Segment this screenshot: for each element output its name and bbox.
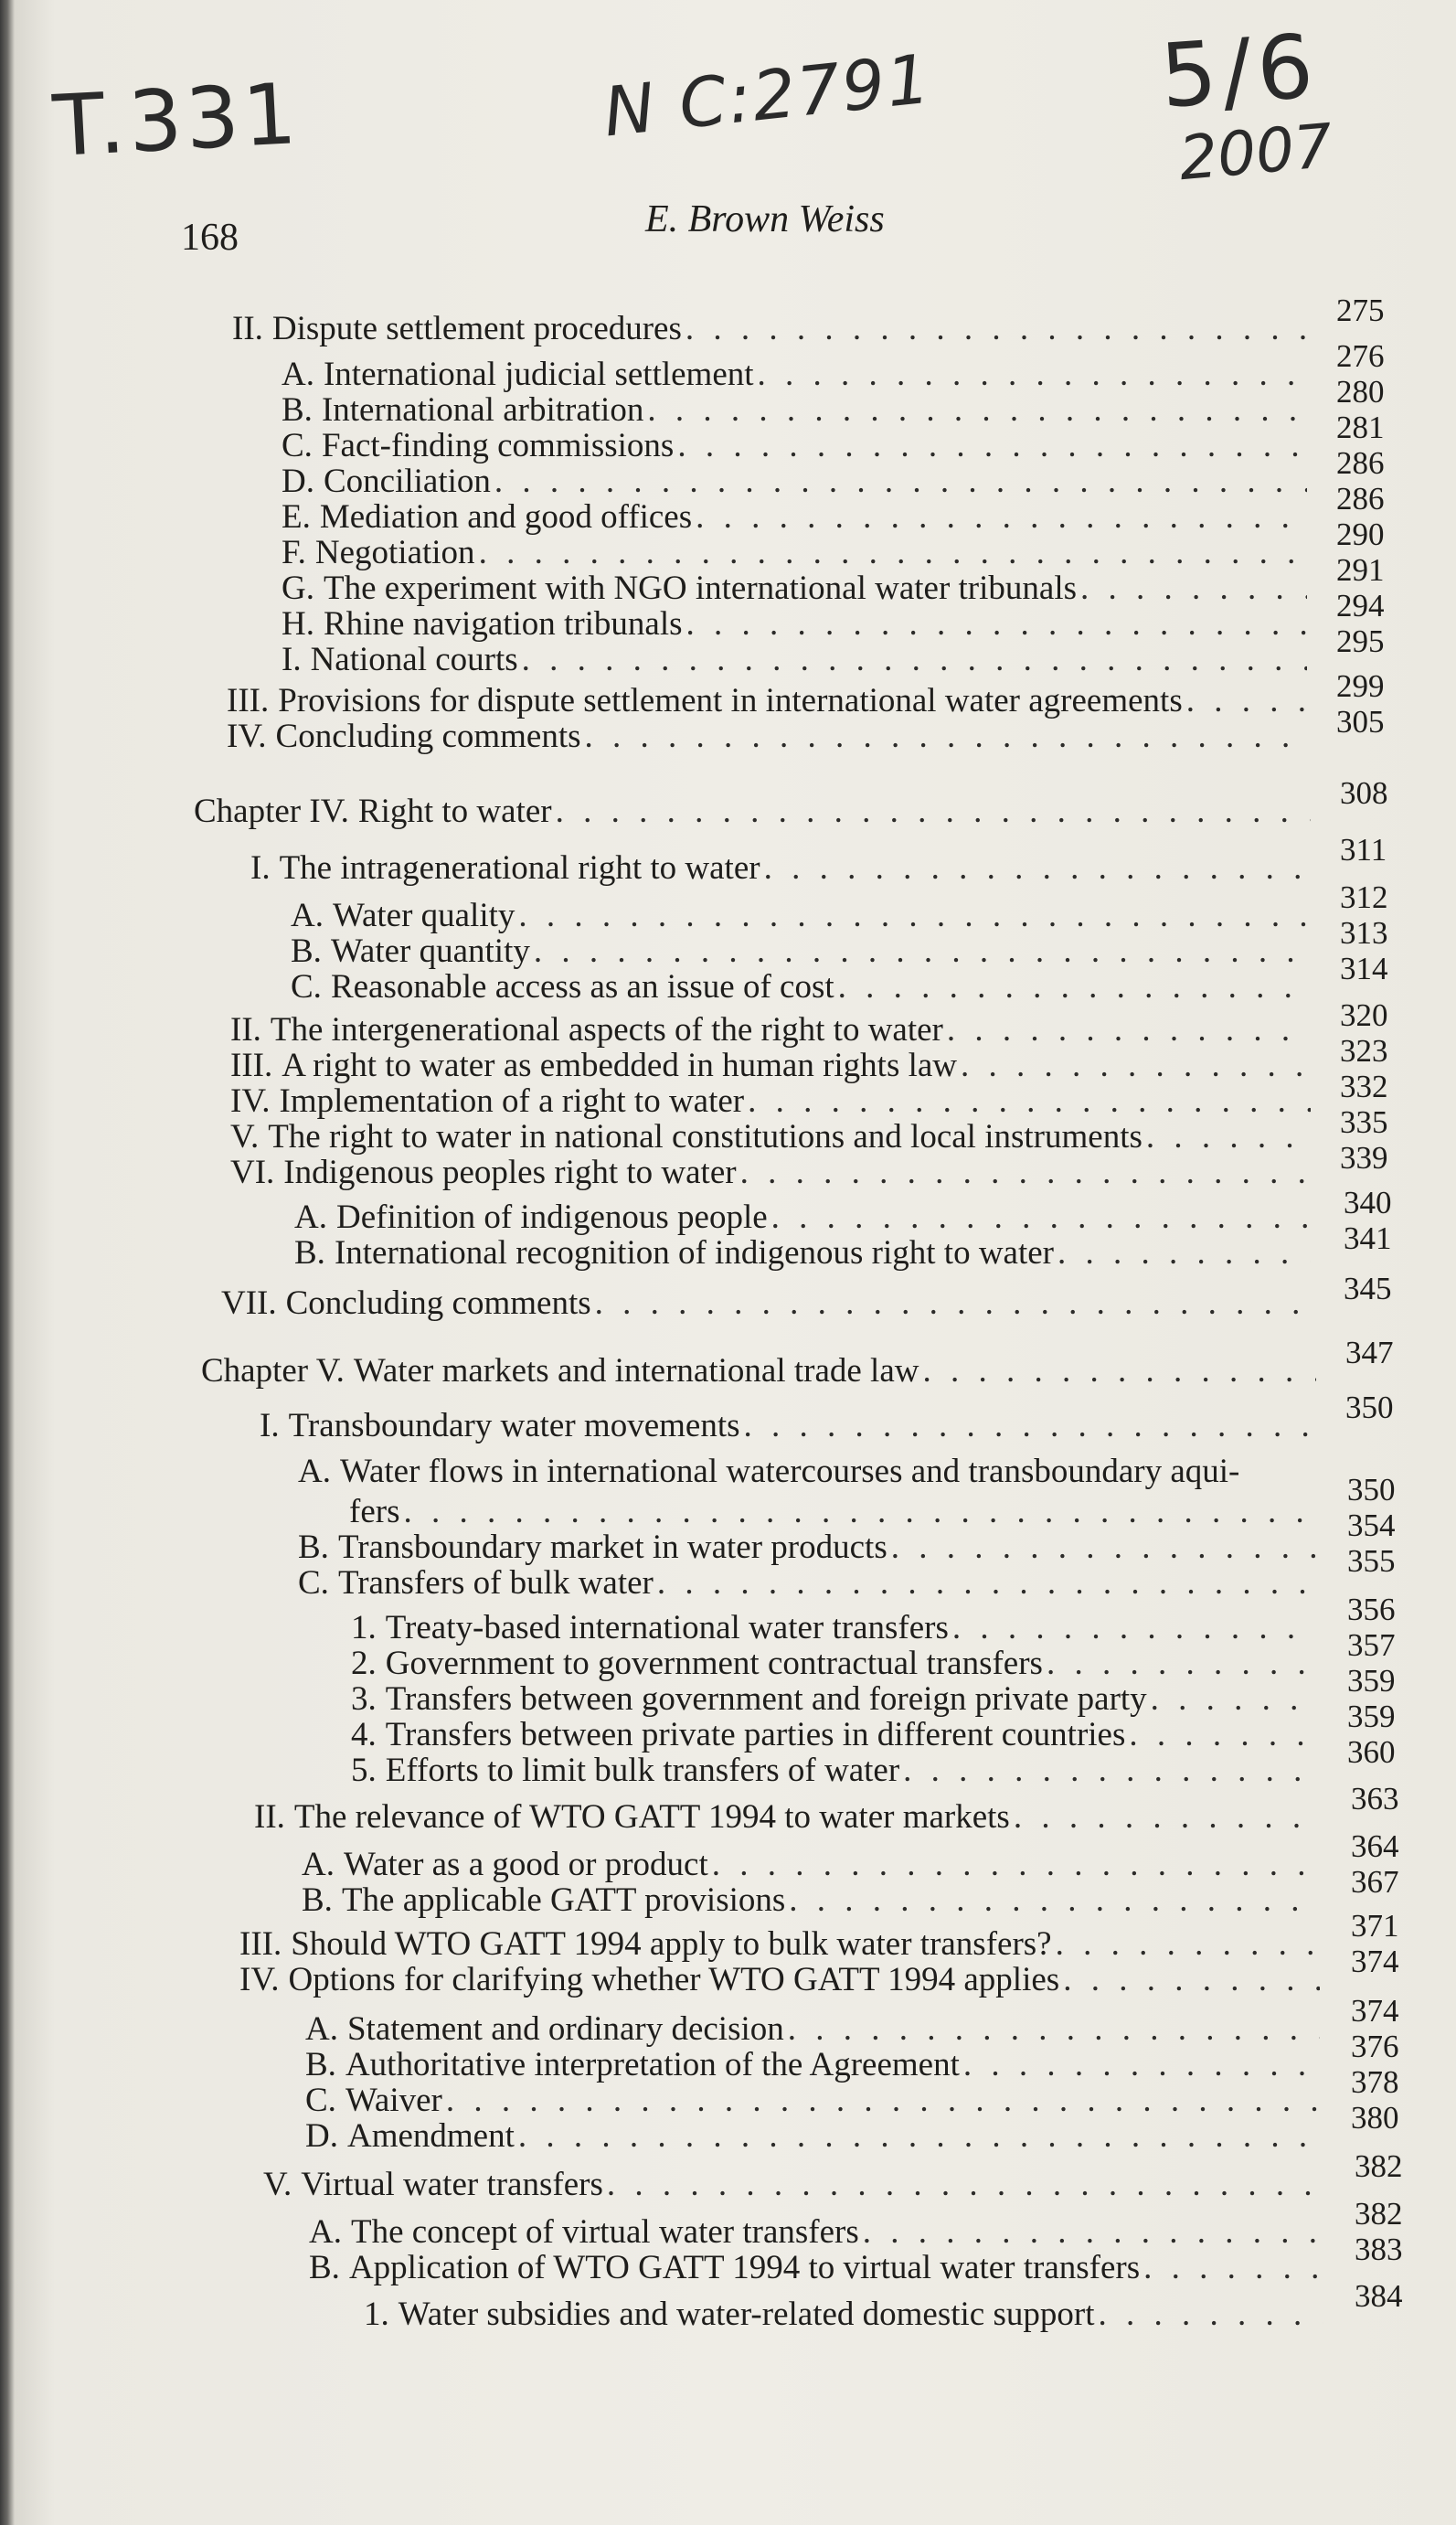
page-ref: 380 xyxy=(1351,2100,1399,2136)
toc-entry: B. International recognition of indigenous right to water . . . xyxy=(294,1233,1323,1273)
page-ref: 281 xyxy=(1336,410,1385,445)
toc-entry: B. The applicable GATT provisions . . . xyxy=(302,1880,1333,1921)
page-ref: 286 xyxy=(1336,481,1385,517)
page-ref: 371 xyxy=(1351,1908,1399,1944)
toc-entry: C. Transfers of bulk water . . . xyxy=(298,1563,1329,1603)
toc-entry: A. Definition of indigenous people . . . xyxy=(294,1198,1323,1238)
toc-entry: III. Should WTO GATT 1994 apply to bulk water transfers? . . . xyxy=(239,1924,1333,1965)
page-ref: 374 xyxy=(1351,1993,1399,2029)
toc-entry: A. International judicial settlement . . . xyxy=(282,355,1320,395)
toc-entry: A. Water quality . . . xyxy=(291,896,1323,936)
page-ref: 332 xyxy=(1340,1069,1388,1104)
toc-entry: 1. Treaty-based international water transfers . . . xyxy=(351,1608,1329,1648)
toc-entry: I. The intragenerational right to water . . . xyxy=(250,848,1323,889)
page-ref: 323 xyxy=(1340,1033,1388,1069)
toc-entry: V. The right to water in national constitutions and local instruments . . . xyxy=(230,1117,1323,1157)
page-ref: 383 xyxy=(1355,2232,1403,2267)
page-ref: 275 xyxy=(1336,293,1385,328)
toc-entry: B. Application of WTO GATT 1994 to virtual water transfers . . . xyxy=(309,2248,1336,2288)
page-ref: 384 xyxy=(1355,2278,1403,2314)
toc-entry: C. Reasonable access as an issue of cost . . . xyxy=(291,967,1323,1007)
page-ref: 355 xyxy=(1347,1543,1396,1579)
page-ref: 350 xyxy=(1345,1390,1394,1425)
page-ref: 335 xyxy=(1340,1104,1388,1140)
page-ref: 378 xyxy=(1351,2064,1399,2100)
handwritten-accession-number: N C:2791 xyxy=(600,39,936,153)
page-ref: 354 xyxy=(1347,1508,1396,1543)
page-ref: 341 xyxy=(1344,1220,1392,1256)
page-ref: 280 xyxy=(1336,374,1385,410)
toc-entry: II. The intergenerational aspects of the right to water . . . xyxy=(230,1010,1323,1050)
page-ref: 299 xyxy=(1336,668,1385,704)
toc-entry: H. Rhine navigation tribunals . . . xyxy=(282,604,1320,645)
toc-entry: II. Dispute settlement procedures . . . xyxy=(232,309,1320,349)
page-ref: 382 xyxy=(1355,2148,1403,2184)
page-ref: 291 xyxy=(1336,552,1385,588)
toc-entry: 2. Government to government contractual transfers . . . xyxy=(351,1644,1329,1684)
page-ref: 347 xyxy=(1345,1335,1394,1370)
page-ref: 357 xyxy=(1347,1627,1396,1663)
page-ref: 359 xyxy=(1347,1699,1396,1734)
toc-entry: D. Conciliation . . . xyxy=(282,462,1320,502)
page-ref: 339 xyxy=(1340,1140,1388,1176)
toc-entry: IV. Concluding comments . . . xyxy=(227,717,1320,757)
page-ref: 320 xyxy=(1340,997,1388,1033)
toc-entry: I. Transboundary water movements . . . xyxy=(260,1406,1329,1446)
toc-entry: 1. Water subsidies and water-related domestic support . . . xyxy=(364,2295,1336,2335)
page-ref: 376 xyxy=(1351,2029,1399,2064)
toc-entry: E. Mediation and good offices . . . xyxy=(282,497,1320,538)
toc-entry: III. A right to water as embedded in human rights law . . . xyxy=(230,1046,1323,1086)
page-ref: 364 xyxy=(1351,1828,1399,1864)
page-ref: 311 xyxy=(1340,832,1387,868)
toc-entry: B. Authoritative interpretation of the Agreement . . . xyxy=(305,2045,1333,2085)
page-ref: 360 xyxy=(1347,1734,1396,1770)
toc-entry: C. Waiver . . . xyxy=(305,2081,1333,2121)
page-ref: 382 xyxy=(1355,2196,1403,2232)
page-ref: 350 xyxy=(1347,1472,1396,1508)
page-ref: 363 xyxy=(1351,1781,1399,1817)
toc-entry-continuation: fers . . . xyxy=(349,1492,1329,1532)
toc-entry: D. Amendment . . . xyxy=(305,2116,1333,2157)
toc-chapter: Chapter V. Water markets and international trade law . . . xyxy=(201,1351,1329,1391)
page-number: 168 xyxy=(181,217,239,259)
page-ref: 356 xyxy=(1347,1592,1396,1627)
toc-entry: B. Water quantity . . . xyxy=(291,932,1323,972)
page-ref: 294 xyxy=(1336,588,1385,623)
toc-chapter: Chapter IV. Right to water . . . xyxy=(194,792,1323,832)
page-ref: 308 xyxy=(1340,775,1388,811)
page-ref: 286 xyxy=(1336,445,1385,481)
toc-entry: IV. Implementation of a right to water . . . xyxy=(230,1081,1323,1122)
toc-entry: A. The concept of virtual water transfers . . . xyxy=(309,2212,1336,2253)
toc-entry: VI. Indigenous peoples right to water . . . xyxy=(230,1153,1323,1193)
toc-entry: A. Water as a good or product . . . xyxy=(302,1845,1333,1885)
page-ref: 313 xyxy=(1340,915,1388,951)
page-ref: 290 xyxy=(1336,517,1385,552)
page-ref: 314 xyxy=(1340,951,1388,986)
toc-entry: II. The relevance of WTO GATT 1994 to water markets . . . xyxy=(254,1797,1333,1838)
page-ref: 312 xyxy=(1340,879,1388,915)
toc-entry: I. National courts . . . xyxy=(282,640,1320,680)
running-title: E. Brown Weiss xyxy=(645,198,885,240)
toc-entry: III. Provisions for dispute settlement in international water agreements . . . xyxy=(227,681,1320,721)
toc-entry: IV. Options for clarifying whether WTO GATT 1994 applies . . . xyxy=(239,1960,1333,2000)
page-ref: 374 xyxy=(1351,1944,1399,1979)
page-ref: 305 xyxy=(1336,704,1385,740)
toc-entry: F. Negotiation . . . xyxy=(282,533,1320,573)
handwritten-shelf-mark: 5/6 xyxy=(1157,15,1323,128)
toc-entry: 3. Transfers between government and foreign private party . . . xyxy=(351,1679,1329,1720)
toc-entry: A. Statement and ordinary decision . . . xyxy=(305,2009,1333,2050)
handwritten-catalog-number: T.331 xyxy=(50,65,303,176)
page-ref: 345 xyxy=(1344,1271,1392,1306)
toc-entry: A. Water flows in international watercourses and transboundary aqui- xyxy=(298,1453,1240,1490)
toc-entry: B. International arbitration . . . xyxy=(282,390,1320,431)
toc-entry: C. Fact-finding commissions . . . xyxy=(282,426,1320,466)
toc-entry: VII. Concluding comments . . . xyxy=(221,1284,1323,1324)
toc-entry: 5. Efforts to limit bulk transfers of water . . . xyxy=(351,1751,1329,1791)
handwritten-year: 2007 xyxy=(1175,110,1336,195)
toc-entry: B. Transboundary market in water products . . . xyxy=(298,1528,1329,1568)
page-ref: 359 xyxy=(1347,1663,1396,1699)
page-ref: 340 xyxy=(1344,1185,1392,1220)
page-ref: 276 xyxy=(1336,338,1385,374)
page-ref: 295 xyxy=(1336,623,1385,659)
toc-entry: V. Virtual water transfers . . . xyxy=(263,2165,1336,2205)
toc-entry: 4. Transfers between private parties in different countries . . . xyxy=(351,1715,1329,1755)
toc-entry: G. The experiment with NGO international water tribunals . . . xyxy=(282,569,1320,609)
page-ref: 367 xyxy=(1351,1864,1399,1900)
